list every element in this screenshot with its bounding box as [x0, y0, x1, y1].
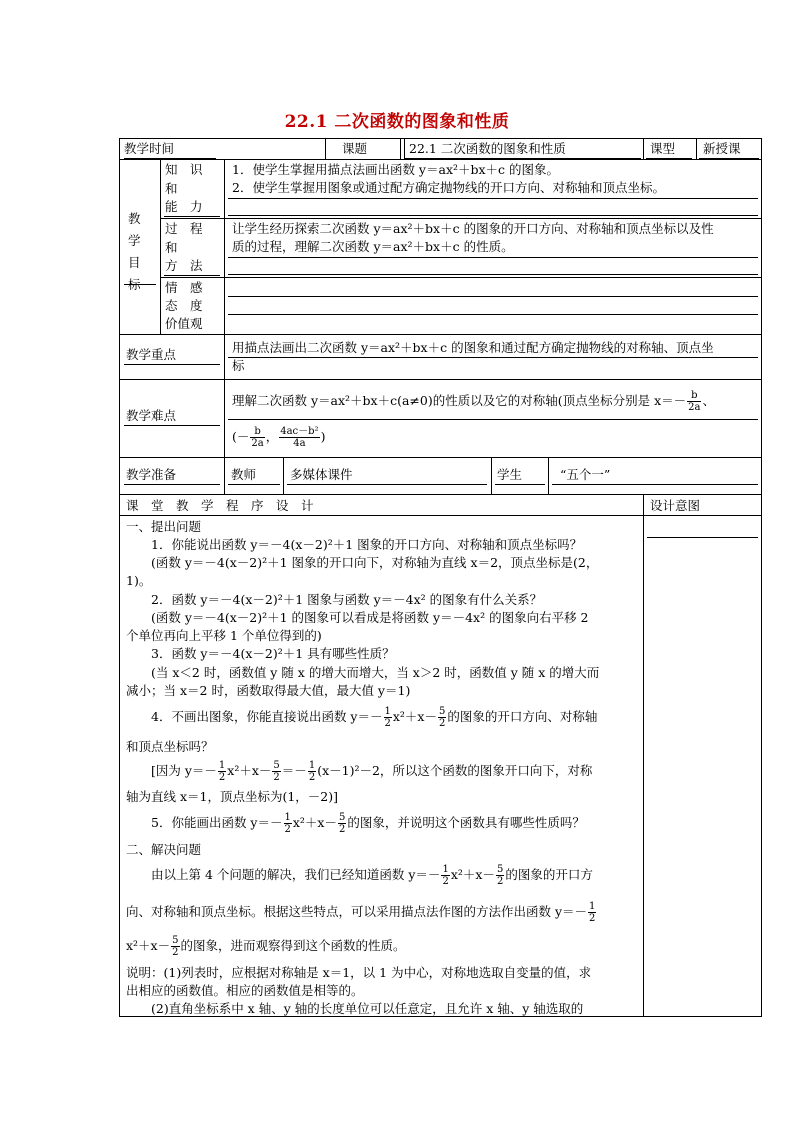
divider	[404, 139, 405, 159]
divider	[643, 494, 644, 1017]
student-value-underline	[552, 484, 758, 485]
topic-label: 课题	[342, 141, 368, 156]
key-point-line-1: 用描点法画出二次函数 y＝ax²＋bx＋c 的图象和通过配方确定抛物线的对称轴、顶点坐	[232, 340, 714, 355]
divider	[548, 457, 549, 494]
rule	[228, 257, 758, 258]
student-label: 学生	[497, 467, 523, 482]
fraction: $\frac{1}{2}$	[384, 706, 391, 729]
question-1: 1．你能说出函数 y＝－4(x－2)²＋1 图象的开口方向、对称轴和顶点坐标吗？	[126, 537, 583, 552]
time-label: 教学时间	[124, 141, 175, 156]
teacher-value: 多媒体课件	[290, 467, 353, 482]
question-4-cont: 和顶点坐标吗？	[126, 739, 214, 754]
goals-label: 教 学 目 标	[128, 211, 141, 292]
question-4: 4．不画出图象，你能直接说出函数 y＝－ $\frac{1}{2}$ x²＋x－ $\frac{5}{2}$ 的图象的开口方向、对称轴	[126, 706, 598, 729]
rule	[228, 274, 758, 275]
row-border	[119, 379, 762, 380]
process-line-2: 质的过程，理解二次函数 y＝ax²＋bx＋c 的性质。	[232, 239, 514, 254]
intent-rule	[647, 537, 758, 538]
knowledge-label: 知 识 和 能 力	[165, 162, 203, 214]
divider	[160, 159, 161, 334]
section-2-heading: 二、解决问题	[126, 842, 202, 857]
row-border	[119, 159, 762, 160]
knowledge-line-2: 2．使学生掌握用图象或通过配方确定抛物线的开口方向、对称轴和顶点坐标。	[232, 180, 665, 195]
student-underline	[495, 484, 545, 485]
intent-header: 设计意图	[650, 498, 701, 513]
question-5: 5．你能画出函数 y＝－ $\frac{1}{2}$ x²＋x－ $\frac{5}{2}$ 的图象，并说明这个函数具有哪些性质吗？	[126, 812, 585, 835]
row-border	[160, 218, 762, 219]
question-3: 3．函数 y＝－4(x－2)²＋1 具有哪些性质？	[126, 646, 395, 661]
row-border	[119, 334, 762, 335]
emotion-label: 情 感 态 度 价值观	[165, 280, 203, 331]
answer-3: (当 x＜2 时，函数值 y 随 x 的增大而增大，当 x＞2 时，函数值 y 随 x 的增大而	[126, 665, 600, 680]
fraction: $\frac{1}{2}$	[442, 864, 449, 887]
divider	[283, 457, 284, 494]
type-label: 课型	[650, 141, 676, 156]
prep-underline	[124, 484, 220, 485]
difficulty-line-2: (－ $\frac{b}{2a}$ ， $\frac{\text{4ac－b²}}{4a}$ )	[232, 426, 326, 449]
fraction: $\frac{1}{2}$	[284, 812, 291, 835]
answer-2: (函数 y＝－4(x－2)²＋1 的图象可以看成是将函数 y＝－4x² 的图象向右平移 2	[126, 610, 589, 625]
fraction: $\frac{b}{2a}$	[251, 426, 264, 449]
process-label: 过 程 和 方 法	[165, 221, 203, 273]
process-line-1: 让学生经历探索二次函数 y＝ax²＋bx＋c 的图象的开口方向、对称轴和顶点坐标以及性	[232, 221, 714, 236]
divider	[643, 139, 644, 159]
fraction: $\frac{1}{2}$	[218, 760, 226, 783]
fraction: $\frac{5}{2}$	[273, 760, 280, 783]
divider	[224, 159, 225, 334]
process-underline	[164, 275, 220, 276]
teacher-label: 教师	[231, 467, 257, 482]
note-1: 说明：(1)列表时，应根据对称轴是 x＝1，以 1 为中心，对称地选取自变量的值，求	[126, 965, 592, 980]
goals-underline	[124, 284, 156, 285]
rule	[228, 357, 758, 358]
answer-1-cont: 1)。	[126, 573, 152, 588]
answer-2-cont: 个单位再向上平移 1 个单位得到的)	[126, 628, 322, 643]
rule	[228, 215, 758, 216]
paragraph-1-cont: 向、对称轴和顶点坐标。根据这些特点，可以采用描点法作图的方法作出函数 y＝－ $\frac{1}{2}$	[126, 901, 596, 924]
key-point-label: 教学重点	[126, 347, 177, 362]
row-border	[119, 457, 762, 458]
topic-value: 22.1 二次函数的图象和性质	[409, 141, 566, 156]
paragraph-1: 由以上第 4 个问题的解决，我们已经知道函数 y＝－ $\frac{1}{2}$ x²＋x－ $\frac{5}{2}$ 的图象的开口方	[126, 864, 593, 887]
fraction: $\frac{\text{4ac－b²}}{4a}$	[280, 426, 319, 449]
prep-label: 教学准备	[126, 467, 177, 482]
rule	[228, 296, 758, 297]
type-value: 新授课	[703, 141, 741, 156]
divider	[224, 334, 225, 379]
row-border	[119, 515, 762, 516]
fraction: $\frac{1}{2}$	[308, 760, 316, 783]
difficulty-line-1: 理解二次函数 y＝ax²＋bx＋c(a≠0)的性质以及它的对称轴(顶点坐标分别是 x＝－ $\frac{b}{2a}$ 、	[232, 390, 715, 413]
answer-3-cont: 减小；当 x＝2 时，函数取得最大值，最大值 y＝1)	[126, 683, 411, 698]
answer-1: (函数 y＝－4(x－2)²＋1 图象的开口向下，对称轴为直线 x＝2，顶点坐标是(2，	[126, 555, 599, 570]
student-value: “五个一”	[560, 467, 611, 482]
fraction: $\frac{1}{2}$	[589, 901, 596, 924]
teacher-value-underline	[287, 484, 487, 485]
answer-4-cont: 轴为直线 x＝1，顶点坐标为(1，－2)]	[126, 789, 339, 804]
divider	[224, 379, 225, 457]
section-1-heading: 一、提出问题	[126, 519, 202, 534]
row-border	[119, 494, 762, 495]
rule	[228, 198, 758, 199]
fraction: $\frac{5}{2}$	[339, 812, 346, 835]
knowledge-line-1: 1．使学生掌握用描点法画出函数 y＝ax²＋bx＋c 的图象。	[232, 162, 560, 177]
note-2: (2)直角坐标系中 x 轴、y 轴的长度单位可以任意定，且允许 x 轴、y 轴选取的	[126, 1001, 584, 1016]
question-2: 2．函数 y＝－4(x－2)²＋1 图象与函数 y＝－4x² 的图象有什么关系？	[126, 592, 543, 607]
key-point-line-2: 标	[232, 358, 245, 373]
divider	[224, 457, 225, 494]
fraction: $\frac{5}{2}$	[496, 864, 504, 887]
fraction: $\frac{b}{2a}$	[688, 390, 701, 413]
difficulty-label: 教学难点	[126, 408, 177, 423]
knowledge-underline	[164, 216, 220, 217]
fraction: $\frac{5}{2}$	[172, 935, 179, 958]
procedure-header: 课 堂 教 学 程 序 设 计	[126, 498, 314, 513]
row-border	[160, 277, 762, 278]
rule	[228, 314, 758, 315]
fraction: $\frac{5}{2}$	[439, 706, 446, 729]
note-1-cont: 出相应的函数值。相应的函数值是相等的。	[126, 983, 364, 998]
teacher-underline	[228, 484, 280, 485]
key-underline	[124, 364, 220, 365]
divider	[400, 139, 401, 159]
difficulty-underline	[124, 425, 220, 426]
answer-4: [因为 y＝－ $\frac{1}{2}$ x²＋x－ $\frac{5}{2}$ ＝－ $\frac{1}{2}$ (x－1)²－2，所以这个函数的图象开口向下，对称	[126, 760, 593, 783]
divider	[491, 457, 492, 494]
paragraph-1-end: x²＋x－ $\frac{5}{2}$ 的图象，进而观察得到这个函数的性质。	[126, 935, 406, 958]
divider	[696, 139, 697, 159]
divider	[325, 139, 326, 159]
page-title: 22.1 二次函数的图象和性质	[284, 112, 510, 132]
